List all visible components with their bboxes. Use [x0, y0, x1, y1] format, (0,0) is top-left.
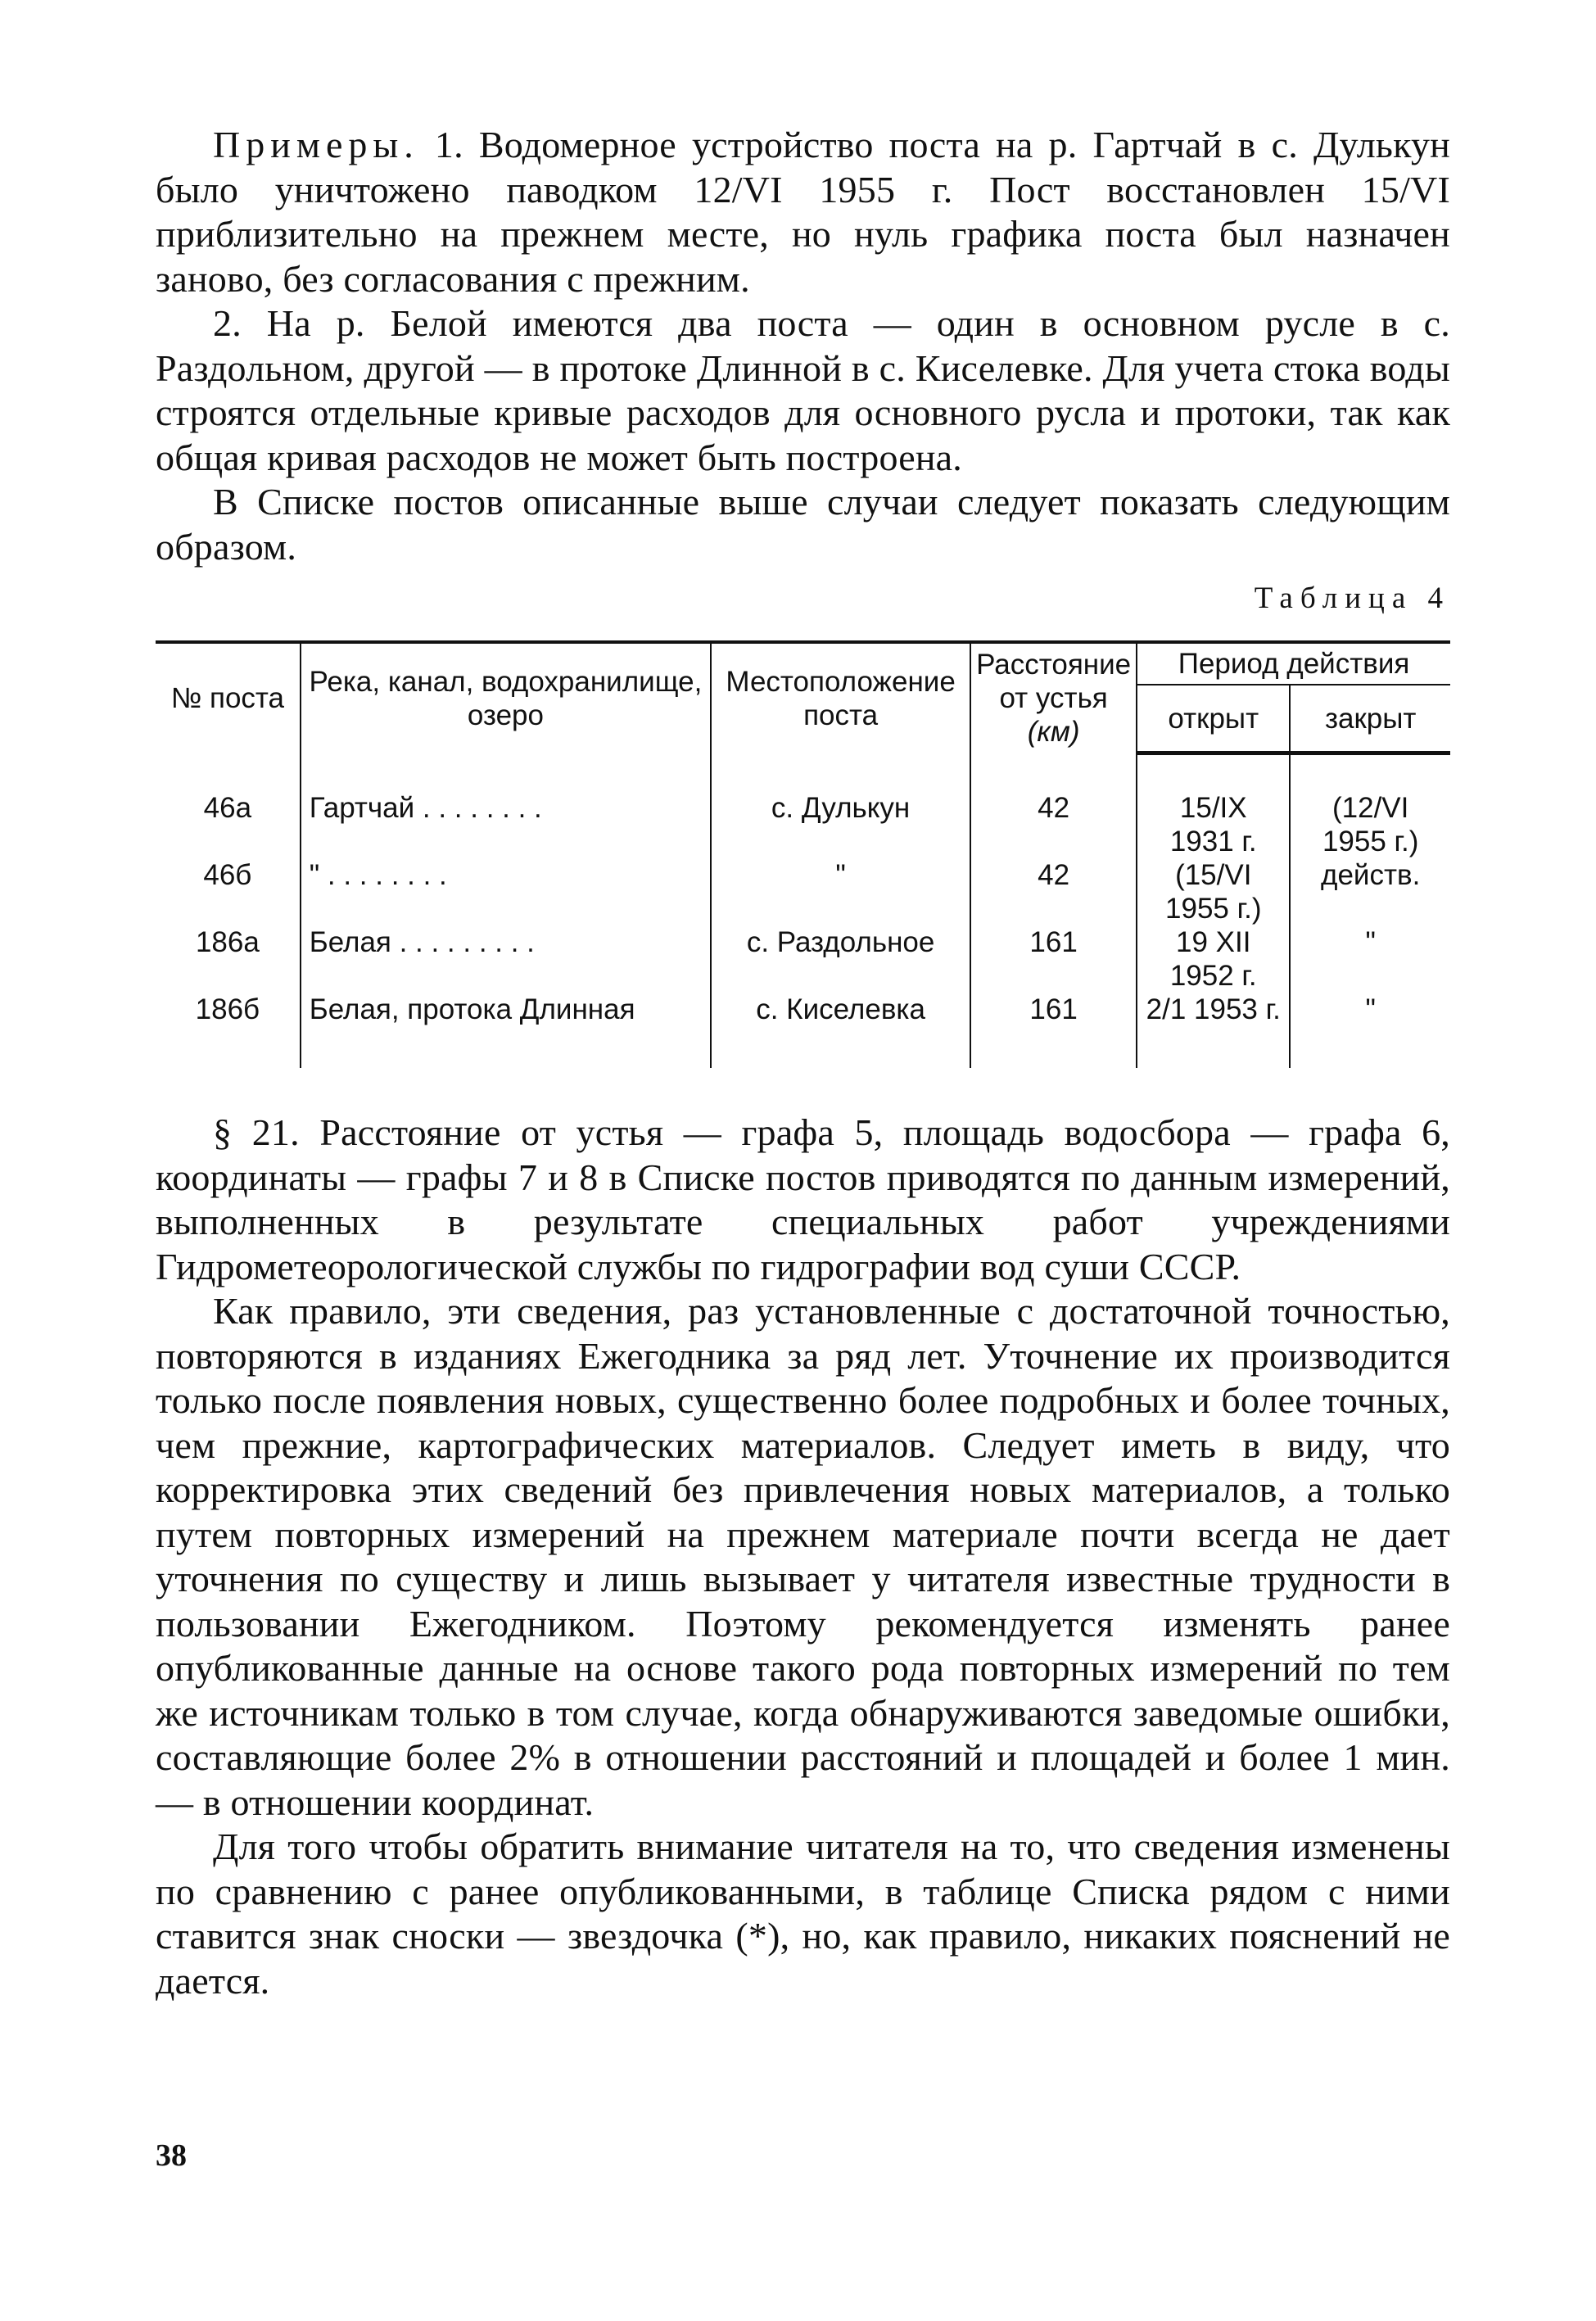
- table-caption: Таблица 4: [1254, 581, 1450, 615]
- section-21-paragraph-1: § 21. Расстояние от устья — графа 5, площадь водосбора — графа 6, координаты — графы 7 и 8 в Списке постов приводятся по данным измерений, выполненных в результате специальных работ учреждениями Гидрометеорологической службы по гидрографии вод суши СССР.: [156, 1111, 1450, 1287]
- cell-distance: 161: [970, 925, 1137, 993]
- example-paragraph-3: В Списке постов описанные выше случаи следует показать следующим образом.: [156, 481, 1450, 568]
- cell-post-no: 186б: [195, 993, 260, 1025]
- header-river: Река, канал, водохранилище, озеро: [301, 642, 711, 753]
- section-21-paragraph-2: Как правило, эти сведения, раз установленные с достаточной точностью, повторяются в изданиях Ежегодника за ряд лет. Уточнение их производится только после появления новых, существенно более подробных и более точных, чем прежние, картографических материалов. Следует иметь в виду, что корректировка этих сведений без привлечения новых материалов, а только путем повторных измерений на прежнем материале почти всегда не дает уточнения по существу и лишь вызывает у читателя известные трудности в пользовании Ежегодником. Поэтому рекомендуется изменять ранее опубликованные данные на основе такого рода повторных измерений по тем же источникам только в том случае, когда обнаруживаются заведомые ошибки, составляющие более 2% в отношении расстояний и площадей и более 1 мин. — в отношении координат.: [156, 1290, 1450, 1823]
- table-spacer-row: [156, 753, 1450, 792]
- page-number: 38: [156, 2138, 187, 2173]
- cell-location: с. Дулькун: [711, 791, 970, 858]
- section-21-paragraph-3: Для того чтобы обратить внимание читателя на то, что сведения изменены по сравнению с ранее опубликованными, в таблице Списка рядом с ними ставится знак сноски — звездочка (*), но, как правило, никаких пояснений не дается.: [156, 1826, 1450, 2002]
- cell-opened: (15/VI 1955 г.): [1137, 858, 1290, 925]
- cell-closed: ": [1290, 925, 1450, 993]
- cell-closed: ": [1290, 993, 1450, 1068]
- cell-river: Белая, протока Длинная: [301, 993, 711, 1068]
- posts-table: [156, 640, 1450, 1068]
- cell-distance: 42: [970, 858, 1137, 925]
- cell-distance: 42: [970, 791, 1137, 858]
- table-row: [156, 858, 1450, 925]
- cell-opened: 19 XII 1952 г.: [1137, 925, 1290, 993]
- table-row: [156, 925, 1450, 993]
- header-post-no: № поста: [156, 642, 301, 753]
- example-1-text: 1. Водомерное устройство поста на р. Гартчай в с. Дулькун было уничтожено паводком 12/VI 1955 г. Пост восстановлен 15/VI приблизительно на прежнем месте, но нуль графика поста был назначен заново, без согласования с прежним.: [156, 124, 1450, 300]
- examples-lead: Примеры.: [213, 124, 419, 165]
- cell-post-no: 186а: [195, 926, 260, 958]
- cell-opened: 2/1 1953 г.: [1137, 993, 1290, 1068]
- header-opened: открыт: [1137, 685, 1290, 753]
- cell-opened: 15/IX 1931 г.: [1137, 791, 1290, 858]
- example-paragraph-1: [156, 123, 1450, 301]
- cell-post-no: 46б: [203, 859, 252, 891]
- cell-post-no: 46а: [203, 792, 252, 824]
- table-row: [156, 791, 1450, 858]
- spacer: [156, 1068, 1450, 1111]
- header-distance-unit: (км): [1027, 716, 1080, 749]
- table-row: [156, 993, 1450, 1068]
- header-location: Местоположение поста: [711, 642, 970, 753]
- header-period: Период действия: [1137, 642, 1450, 685]
- header-distance-text: Расстояние от устья: [976, 649, 1132, 715]
- cell-location: с. Раздольное: [711, 925, 970, 993]
- cell-river: " . . . . . . . .: [301, 858, 711, 925]
- cell-river: Гартчай . . . . . . . .: [301, 791, 711, 858]
- cell-closed: (12/VI 1955 г.): [1290, 791, 1450, 858]
- cell-location: с. Киселевка: [711, 993, 970, 1068]
- cell-river: Белая . . . . . . . . .: [301, 925, 711, 993]
- cell-closed: действ.: [1290, 858, 1450, 925]
- cell-distance: 161: [970, 993, 1137, 1068]
- header-closed: закрыт: [1290, 685, 1450, 753]
- header-distance: [970, 642, 1137, 753]
- example-paragraph-2: 2. На р. Белой имеются два поста — один в основном русле в с. Раздольном, другой — в протоке Длинной в с. Киселевке. Для учета стока воды строятся отдельные кривые расходов для основного русла и протоки, так как общая кривая расходов не может быть построена.: [156, 302, 1450, 478]
- cell-location: ": [711, 858, 970, 925]
